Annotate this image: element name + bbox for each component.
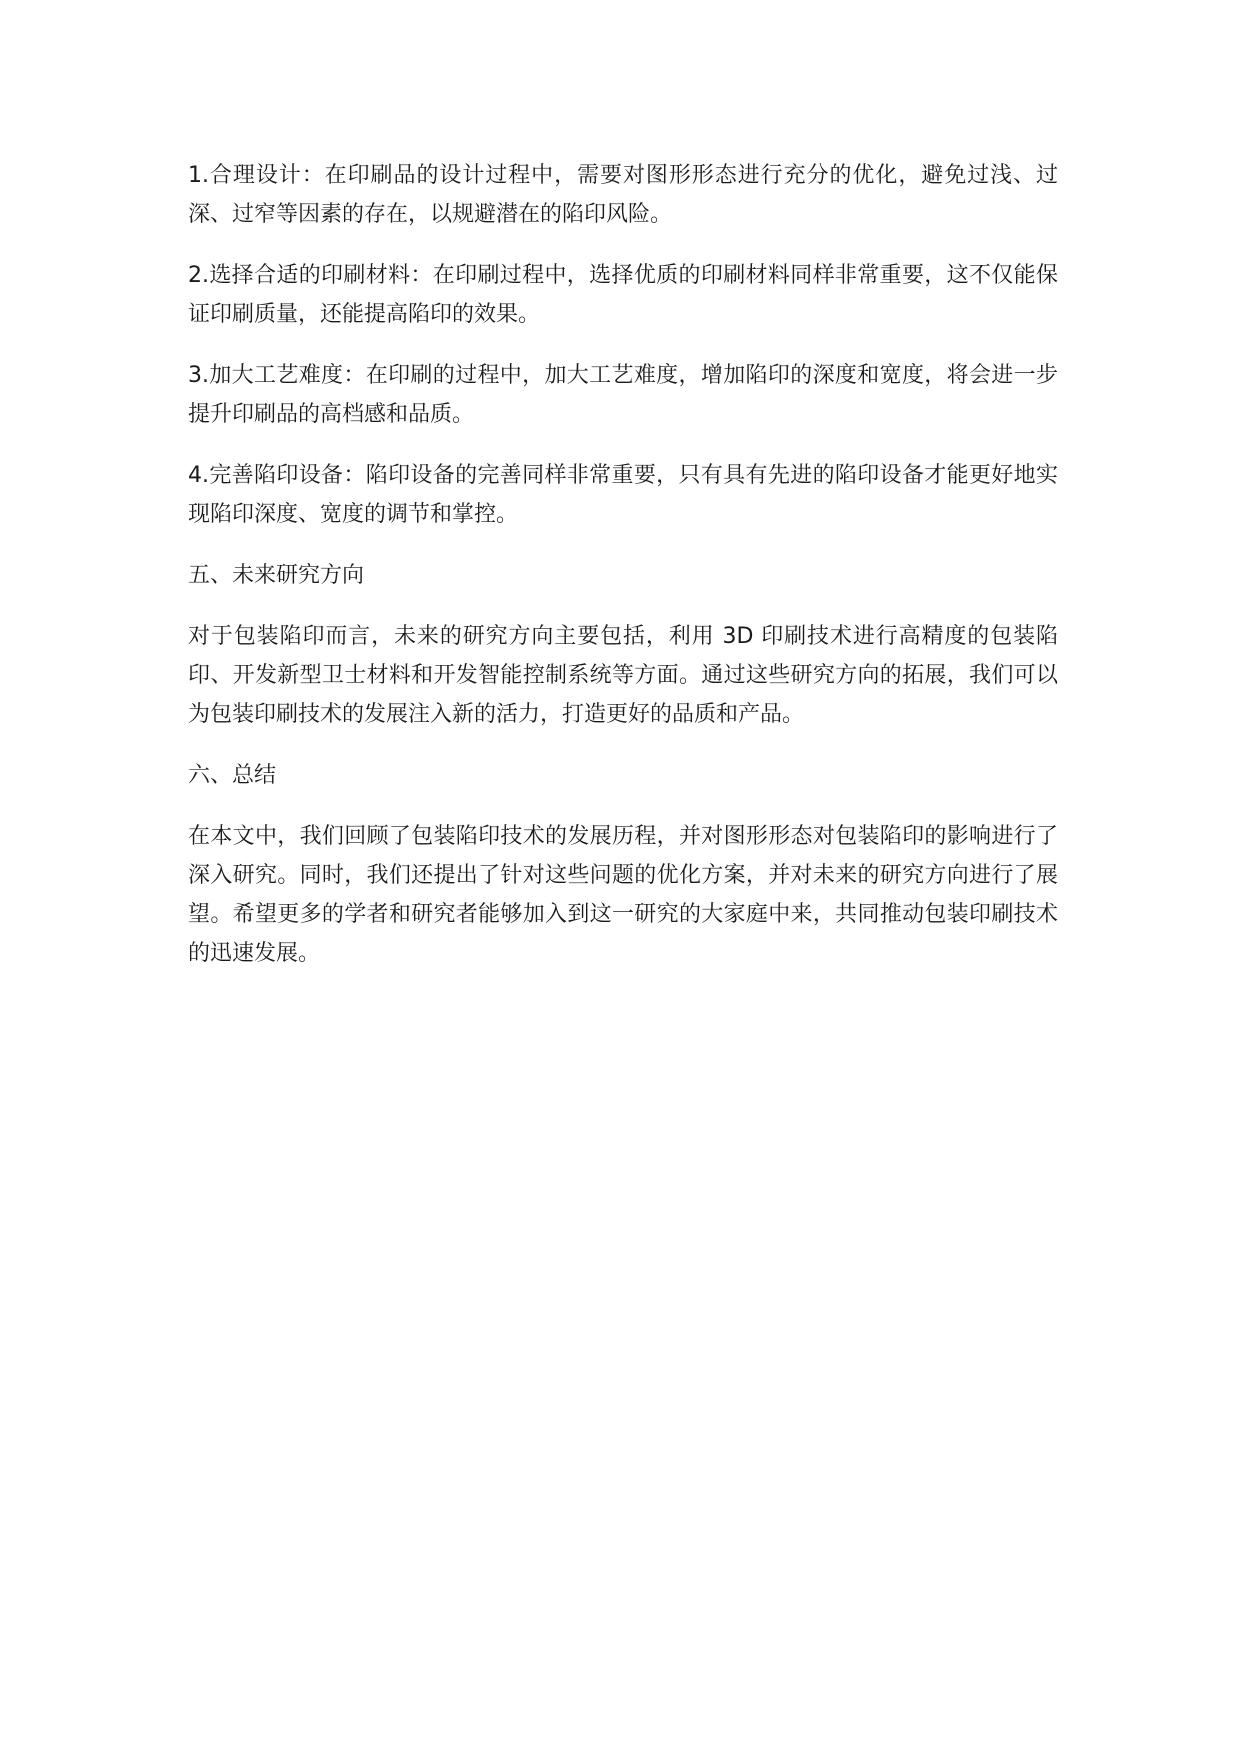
document-body (188, 156, 1058, 995)
paragraph-design: 1.合理设计：在印刷品的设计过程中，需要对图形形态进行充分的优化，避免过浅、过深、过窄等因素的存在，以规避潜在的陷印风险。 (188, 163, 1058, 227)
paragraph-material: 2.选择合适的印刷材料：在印刷过程中，选择优质的印刷材料同样非常重要，这不仅能保证印刷质量，还能提高陷印的效果。 (188, 263, 1058, 327)
paragraph-equipment: 4.完善陷印设备：陷印设备的完善同样非常重要，只有具有先进的陷印设备才能更好地实现陷印深度、宽度的调节和掌控。 (188, 463, 1058, 527)
section-heading-summary: 六、总结 (188, 763, 277, 788)
paragraph-future: 对于包装陷印而言，未来的研究方向主要包括，利用 3D 印刷技术进行高精度的包装陷印、开发新型卫士材料和开发智能控制系统等方面。通过这些研究方向的拓展，我们可以为包装印刷技术的发展注入新的活力，打造更好的品质和产品。 (188, 624, 1058, 727)
section-heading-future: 五、未来研究方向 (188, 563, 365, 588)
paragraph-summary: 在本文中，我们回顾了包装陷印技术的发展历程，并对图形形态对包装陷印的影响进行了深入研究。同时，我们还提出了针对这些问题的优化方案，并对未来的研究方向进行了展望。希望更多的学者和研究者能够加入到这一研究的大家庭中来，共同推动包装印刷技术的迅速发展。 (188, 824, 1058, 966)
paragraph-process: 3.加大工艺难度：在印刷的过程中，加大工艺难度，增加陷印的深度和宽度，将会进一步提升印刷品的高档感和品质。 (188, 363, 1058, 427)
